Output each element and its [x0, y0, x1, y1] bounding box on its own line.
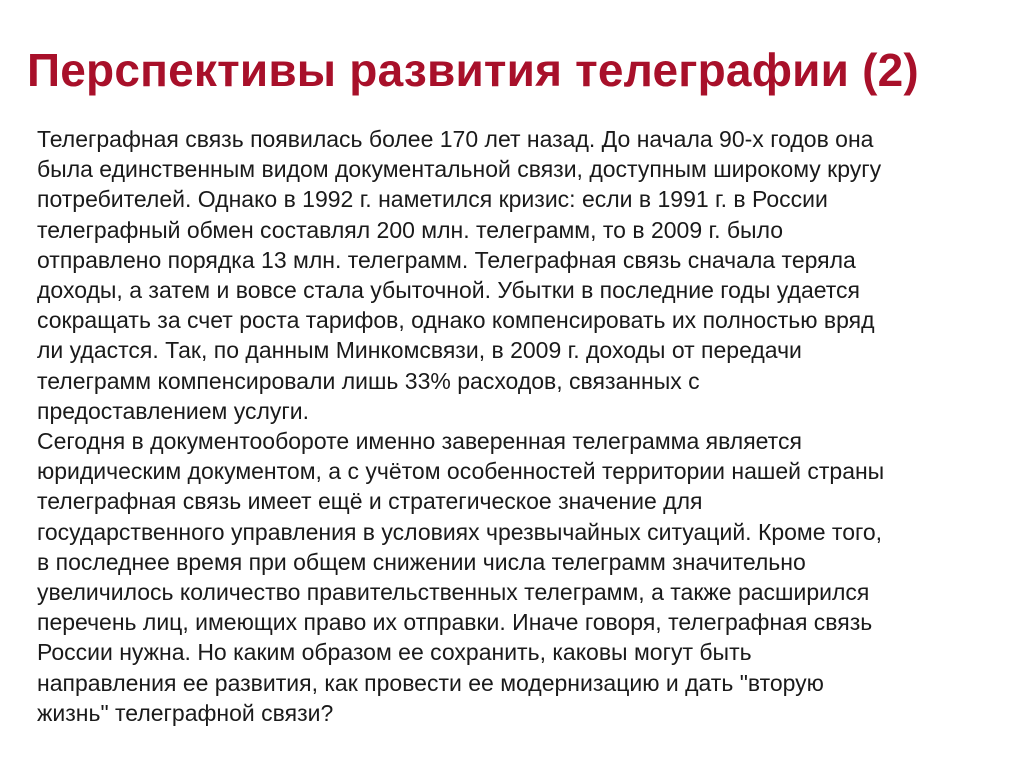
text-line: государственного управления в условиях чрезвычайных ситуаций. Кроме того, [37, 518, 883, 545]
text-line: отправлено порядка 13 млн. телеграмм. Телеграфная связь сначала теряла [37, 246, 856, 273]
slide-body [37, 124, 987, 728]
text-line: перечень лиц, имеющих право их отправки. Иначе говоря, телеграфная связь [37, 609, 873, 636]
text-line: была единственным видом документальной связи, доступным широкому кругу [37, 156, 882, 183]
text-line: предоставлением услуги. [37, 397, 310, 424]
text-line: в последнее время при общем снижении числа телеграмм значительно [37, 548, 806, 575]
text-line: ли удастся. Так, по данным Минкомсвязи, в 2009 г. доходы от передачи [37, 337, 802, 364]
paragraph-1 [37, 124, 987, 426]
text-line: сокращать за счет роста тарифов, однако компенсировать их полностью вряд [37, 307, 875, 334]
text-line: потребителей. Однако в 1992 г. наметился кризис: если в 1991 г. в России [37, 186, 828, 213]
text-line: доходы, а затем и вовсе стала убыточной. Убытки в последние годы удается [37, 277, 861, 304]
paragraph-2 [37, 426, 987, 728]
text-line: жизнь" телеграфной связи? [37, 699, 334, 726]
text-line: направления ее развития, как провести ее модернизацию и дать "вторую [37, 669, 824, 696]
text-line: России нужна. Но каким образом ее сохранить, каковы могут быть [37, 639, 752, 666]
slide-title: Перспективы развития телеграфии (2) [27, 44, 919, 96]
text-line: телеграфный обмен составлял 200 млн. телеграмм, то в 2009 г. было [37, 216, 784, 243]
text-line: телеграмм компенсировали лишь 33% расходов, связанных с [37, 367, 700, 394]
text-line: телеграфная связь имеет ещё и стратегическое значение для [37, 488, 703, 515]
text-line: увеличилось количество правительственных телеграмм, а также расширился [37, 579, 870, 606]
text-line: Телеграфная связь появилась более 170 лет назад. До начала 90-х годов она [37, 126, 874, 152]
text-line: юридическим документом, а с учётом особенностей территории нашей страны [37, 458, 885, 485]
text-line: Сегодня в документообороте именно заверенная телеграмма является [37, 428, 802, 455]
